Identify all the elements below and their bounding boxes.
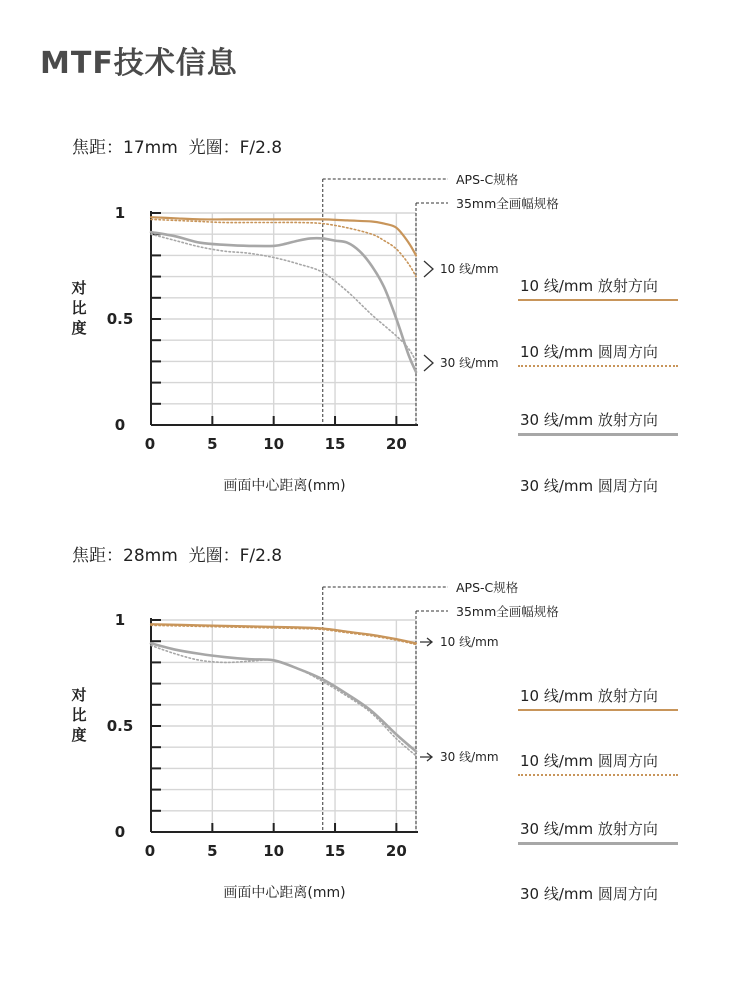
legend-label: 30 线/mm 圆周方向: [520, 885, 658, 903]
series-10lp-radial: [151, 624, 416, 643]
legend-item-30lp-radial: [518, 409, 678, 439]
y-axis-label-char: 比: [71, 299, 87, 317]
focal-length-label: 焦距：: [72, 546, 123, 566]
focal-length-value: 28mm: [123, 546, 178, 566]
y-tick-label: 0: [114, 823, 126, 841]
focal-length-label: 焦距：: [72, 138, 123, 158]
legend-item-30lp-circumferential: [518, 475, 678, 505]
x-tick-label: 15: [324, 435, 346, 453]
legend-label: 10 线/mm 圆周方向: [520, 343, 658, 361]
y-axis-label-char: 比: [71, 706, 87, 724]
legend-item-10lp-radial: [518, 275, 678, 305]
fullframe-marker-label: 35mm全画幅规格: [456, 196, 559, 211]
series-annotation-label: 30 线/mm: [440, 356, 499, 370]
series-30lp-radial: [151, 232, 416, 372]
legend-swatch-solid-orange: [518, 299, 678, 301]
y-tick-label: 1: [114, 204, 126, 222]
x-tick-label: 20: [385, 435, 407, 453]
y-axis-label-char: 对: [71, 279, 87, 297]
legend-swatch-solid-orange: [518, 709, 678, 711]
legend-label: 30 线/mm 圆周方向: [520, 477, 658, 495]
annotation-chevron-icon: [424, 355, 433, 371]
legend-item-10lp-radial: [518, 685, 678, 715]
y-tick-label: 0: [114, 416, 126, 434]
series-30lp-radial: [151, 643, 416, 751]
legend-swatch-dotted-orange: [518, 774, 678, 776]
y-axis-label-char: 度: [71, 726, 87, 744]
legend-item-30lp-circumferential: [518, 883, 678, 913]
legend-item-30lp-radial: [518, 818, 678, 848]
aperture-value: F/2.8: [239, 546, 283, 566]
apsc-marker-label: APS-C规格: [456, 580, 519, 595]
annotation-chevron-icon: [424, 261, 433, 277]
legend-item-10lp-circumferential: [518, 750, 678, 780]
mtf-plot-svg: [0, 541, 750, 941]
x-tick-label: 5: [207, 435, 218, 453]
legend-label: 30 线/mm 放射方向: [520, 820, 658, 838]
aperture-label: 光圈：: [188, 546, 240, 566]
annotation-arrow-icon: [420, 753, 432, 761]
series-annotation-label: 10 线/mm: [440, 262, 499, 276]
y-tick-label: 1: [114, 611, 126, 629]
legend-item-10lp-circumferential: [518, 341, 678, 371]
series-annotation-label: 10 线/mm: [440, 635, 499, 649]
series-10lp-circumferential: [151, 219, 416, 276]
focal-length-value: 17mm: [123, 138, 178, 158]
legend-label: 10 线/mm 放射方向: [520, 687, 658, 705]
x-tick-label: 15: [324, 842, 346, 860]
x-tick-label: 0: [144, 435, 156, 453]
legend-label: 30 线/mm 放射方向: [520, 411, 658, 429]
x-tick-label: 20: [385, 842, 407, 860]
legend-label: 10 线/mm 放射方向: [520, 277, 658, 295]
aperture-label: 光圈：: [188, 138, 240, 158]
x-tick-label: 10: [263, 435, 285, 453]
page-title: MTF技术信息: [40, 46, 238, 81]
series-annotation-label: 30 线/mm: [440, 750, 499, 764]
y-axis-label-char: 度: [71, 319, 87, 337]
fullframe-marker-label: 35mm全画幅规格: [456, 604, 559, 619]
x-tick-label: 10: [263, 842, 285, 860]
legend-swatch-solid-gray: [518, 433, 678, 436]
legend-swatch-dotted-orange: [518, 365, 678, 367]
legend-label: 10 线/mm 圆周方向: [520, 752, 658, 770]
x-axis-label: 画面中心距离(mm): [223, 478, 346, 494]
aperture-value: F/2.8: [239, 138, 283, 158]
x-tick-label: 0: [144, 842, 156, 860]
x-axis-label: 画面中心距离(mm): [223, 885, 346, 901]
apsc-marker-label: APS-C规格: [456, 172, 519, 187]
y-axis-label-char: 对: [71, 686, 87, 704]
legend-swatch-solid-gray: [518, 842, 678, 845]
y-tick-label: 0.5: [106, 310, 134, 328]
x-tick-label: 5: [207, 842, 218, 860]
annotation-arrow-icon: [420, 638, 432, 646]
mtf-plot-svg: [0, 133, 750, 533]
y-tick-label: 0.5: [106, 717, 134, 735]
